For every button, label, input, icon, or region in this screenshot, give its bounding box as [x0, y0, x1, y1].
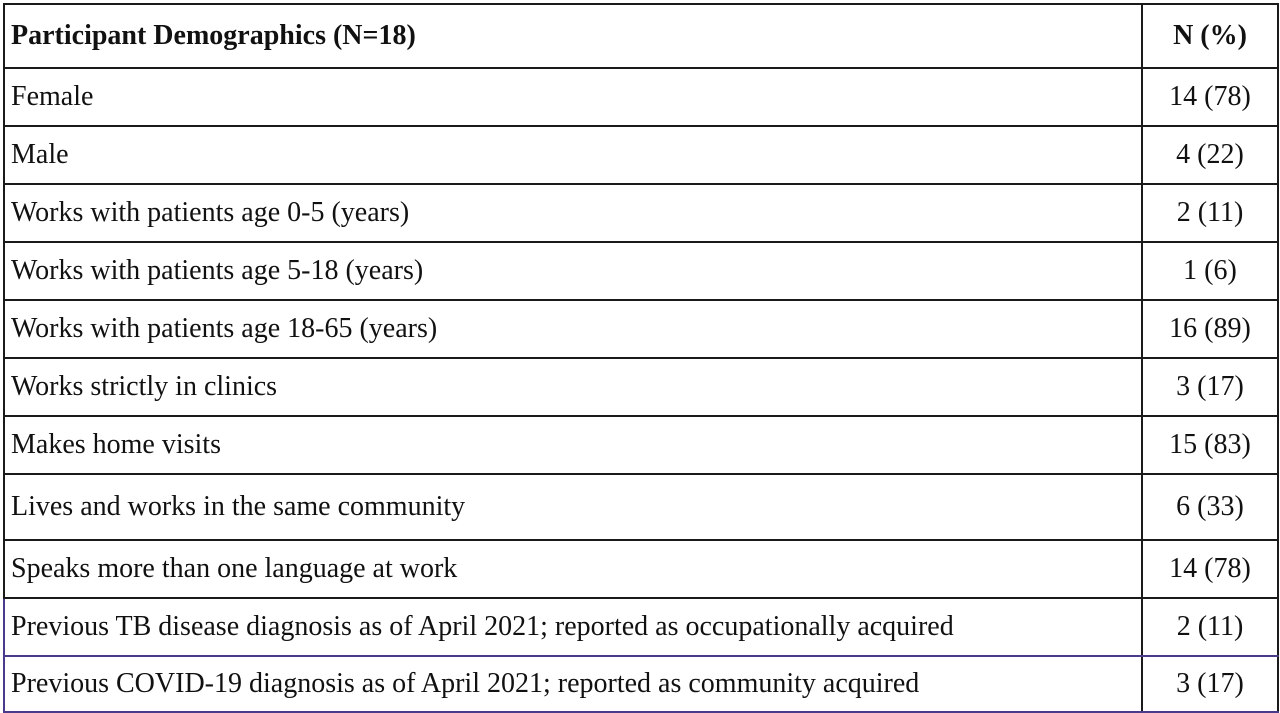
row-value: 3 (17)	[1142, 358, 1278, 416]
row-label: Works strictly in clinics	[4, 358, 1142, 416]
row-label: Lives and works in the same community	[4, 474, 1142, 540]
row-value: 15 (83)	[1142, 416, 1278, 474]
row-label: Previous TB disease diagnosis as of April 2021; reported as occupationally acquired	[4, 598, 1142, 656]
table-row	[4, 540, 1278, 598]
demographics-table-container	[3, 3, 1277, 709]
row-label: Male	[4, 126, 1142, 184]
table-header-row	[4, 4, 1278, 68]
row-label: Works with patients age 5-18 (years)	[4, 242, 1142, 300]
demographics-table	[3, 3, 1279, 713]
row-value: 6 (33)	[1142, 474, 1278, 540]
row-value: 3 (17)	[1142, 656, 1278, 712]
row-label: Works with patients age 0-5 (years)	[4, 184, 1142, 242]
row-value: 16 (89)	[1142, 300, 1278, 358]
row-value: 14 (78)	[1142, 540, 1278, 598]
table-row	[4, 656, 1278, 712]
row-label: Makes home visits	[4, 416, 1142, 474]
row-value: 1 (6)	[1142, 242, 1278, 300]
row-label: Female	[4, 68, 1142, 126]
table-row	[4, 184, 1278, 242]
table-row	[4, 416, 1278, 474]
table-row	[4, 300, 1278, 358]
row-label: Speaks more than one language at work	[4, 540, 1142, 598]
table-row	[4, 598, 1278, 656]
row-value: 4 (22)	[1142, 126, 1278, 184]
table-row	[4, 474, 1278, 540]
row-value: 14 (78)	[1142, 68, 1278, 126]
row-value: 2 (11)	[1142, 184, 1278, 242]
row-value: 2 (11)	[1142, 598, 1278, 656]
row-label: Previous COVID-19 diagnosis as of April 2021; reported as community acquired	[4, 656, 1142, 712]
header-value: N (%)	[1142, 4, 1278, 68]
table-row	[4, 358, 1278, 416]
table-row	[4, 126, 1278, 184]
table-row	[4, 242, 1278, 300]
table-row	[4, 68, 1278, 126]
row-label: Works with patients age 18-65 (years)	[4, 300, 1142, 358]
header-label: Participant Demographics (N=18)	[4, 4, 1142, 68]
